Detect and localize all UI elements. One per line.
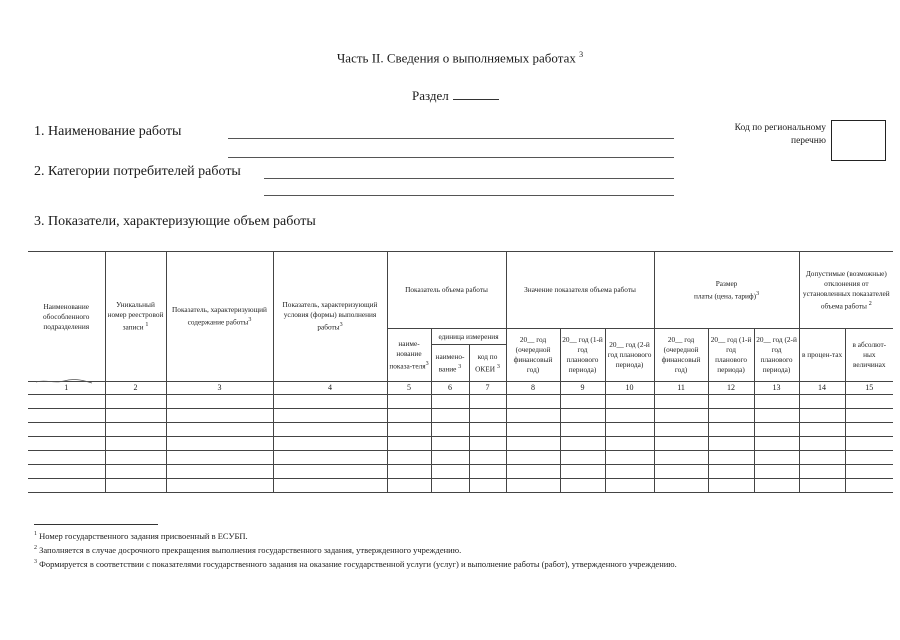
column-number: 14 [799, 382, 845, 395]
table-cell[interactable] [431, 437, 469, 451]
table-cell[interactable] [105, 423, 166, 437]
table-row [28, 409, 893, 423]
header-in-percent: в процен-тах [799, 329, 845, 382]
table-cell[interactable] [654, 423, 708, 437]
header-unit: единица измерения [431, 329, 506, 345]
table-cell[interactable] [708, 409, 754, 423]
header-volume-value: Значение показателя объема работы [506, 252, 654, 329]
table-cell[interactable] [105, 409, 166, 423]
column-number: 4 [273, 382, 387, 395]
table-cell[interactable] [654, 451, 708, 465]
header-year-plan1: 20__ год (1-й год планового периода) [560, 329, 605, 382]
table-cell[interactable] [605, 437, 654, 451]
part-title: Часть II. Сведения о выполняемых работах $^3$ [336, 50, 584, 66]
table-cell[interactable] [845, 465, 893, 479]
header-registry-number: Уникальный номер реестровой записи $^1$ [105, 252, 166, 382]
table-cell[interactable] [273, 479, 387, 493]
table-cell[interactable] [560, 423, 605, 437]
table-cell[interactable] [754, 409, 799, 423]
table-cell[interactable] [754, 423, 799, 437]
header-unit-name: наимено-вание $^3$ [431, 345, 469, 382]
table-cell[interactable] [431, 409, 469, 423]
table-cell[interactable] [166, 479, 273, 493]
table-cell[interactable] [166, 409, 273, 423]
header-in-absolute: в абсолют-ных величинах [845, 329, 893, 382]
table-cell[interactable] [469, 451, 506, 465]
table-cell[interactable] [387, 437, 431, 451]
table-cell[interactable] [387, 409, 431, 423]
table-cell[interactable] [654, 409, 708, 423]
table-cell[interactable] [605, 395, 654, 409]
table-cell[interactable] [708, 465, 754, 479]
table-cell[interactable] [799, 409, 845, 423]
footnotes [34, 528, 677, 569]
table-cell[interactable] [273, 465, 387, 479]
volume-indicators-table [28, 251, 893, 493]
column-number: 6 [431, 382, 469, 395]
table-cell[interactable] [506, 409, 560, 423]
table-cell[interactable] [560, 451, 605, 465]
table-cell[interactable] [799, 437, 845, 451]
table-row [28, 437, 893, 451]
table-cell[interactable] [708, 437, 754, 451]
table-cell[interactable] [506, 423, 560, 437]
work-name-line[interactable] [228, 138, 674, 139]
table-cell[interactable] [799, 423, 845, 437]
header-fee-year-current: 20__ год (очередной финансовый год) [654, 329, 708, 382]
table-cell[interactable] [845, 479, 893, 493]
table-cell[interactable] [166, 465, 273, 479]
header-volume-indicator: Показатель объема работы [387, 252, 506, 329]
table-cell[interactable] [560, 465, 605, 479]
table-cell[interactable] [605, 409, 654, 423]
footnote-separator [34, 524, 158, 525]
consumer-categories-line-2[interactable] [264, 195, 674, 196]
table-cell[interactable] [273, 409, 387, 423]
table-cell[interactable] [605, 451, 654, 465]
table-cell[interactable] [273, 451, 387, 465]
table-cell[interactable] [431, 395, 469, 409]
table-cell[interactable] [605, 423, 654, 437]
table-cell[interactable] [560, 479, 605, 493]
table-cell[interactable] [28, 451, 105, 465]
table-cell[interactable] [754, 479, 799, 493]
column-number: 7 [469, 382, 506, 395]
table-cell[interactable] [845, 409, 893, 423]
table-cell[interactable] [387, 451, 431, 465]
table-row [28, 451, 893, 465]
column-number: 15 [845, 382, 893, 395]
header-fee-year-plan1: 20__ год (1-й год планового периода) [708, 329, 754, 382]
column-number: 13 [754, 382, 799, 395]
table-cell[interactable] [708, 423, 754, 437]
header-year-current: 20__ год (очередной финансовый год) [506, 329, 560, 382]
work-name-label: 1. Наименование работы [34, 124, 182, 139]
table-cell[interactable] [28, 465, 105, 479]
table-cell[interactable] [28, 479, 105, 493]
table-cell[interactable] [605, 479, 654, 493]
table-cell[interactable] [654, 437, 708, 451]
header-deviations: Допустимые (возможные) отклонения от установленных показателей объема работы $^2$ [799, 252, 893, 329]
table-cell[interactable] [799, 395, 845, 409]
table-cell[interactable] [654, 395, 708, 409]
column-number: 12 [708, 382, 754, 395]
table-cell[interactable] [469, 465, 506, 479]
table-cell[interactable] [469, 395, 506, 409]
footnote-3: $^3$ Формируется в соответствии с показателями государственного задания на оказание государственной услуги (услуг) и выполнение работы (работ), утвержденного учреждению. [34, 558, 677, 569]
column-number: 1 [28, 382, 105, 395]
footnote-2: $^2$ Заполняется в случае досрочного прекращения выполнения государственного задания, утвержденного учреждению. [34, 544, 462, 555]
table-body [28, 395, 893, 493]
table-cell[interactable] [506, 395, 560, 409]
table-cell[interactable] [431, 451, 469, 465]
footnote-1: $^1$ Номер государственного задания присвоенный в ЕСУБП. [34, 530, 248, 541]
consumer-categories-line[interactable] [264, 178, 674, 179]
table-row [28, 465, 893, 479]
header-fee-size: Размер платы (цена, тариф)$^3$ [654, 252, 799, 329]
table-cell[interactable] [845, 451, 893, 465]
table-cell[interactable] [799, 451, 845, 465]
table-cell[interactable] [506, 465, 560, 479]
table-cell[interactable] [754, 395, 799, 409]
table-cell[interactable] [387, 395, 431, 409]
table-row [28, 395, 893, 409]
header-conditions-indicator: Показатель, характеризующий условия (формы) выполнения работы$^3$ [273, 252, 387, 382]
header-subdivision: Наименование обособленного подразделения [28, 252, 105, 382]
table-cell[interactable] [560, 395, 605, 409]
table-cell[interactable] [654, 465, 708, 479]
section-number-blank[interactable] [453, 99, 499, 100]
region-code-box[interactable] [831, 120, 886, 161]
header-okei-code: код по ОКЕИ $^3$ [469, 345, 506, 382]
table-cell[interactable] [273, 423, 387, 437]
table-cell[interactable] [273, 437, 387, 451]
table-cell[interactable] [754, 451, 799, 465]
table-cell[interactable] [273, 395, 387, 409]
table-cell[interactable] [28, 437, 105, 451]
table-cell[interactable] [431, 465, 469, 479]
work-name-line-2[interactable] [228, 157, 674, 158]
table-cell[interactable] [105, 465, 166, 479]
table-cell[interactable] [799, 479, 845, 493]
table-cell[interactable] [431, 479, 469, 493]
table-cell[interactable] [754, 437, 799, 451]
table-cell[interactable] [166, 395, 273, 409]
table-cell[interactable] [506, 437, 560, 451]
table-cell[interactable] [469, 423, 506, 437]
table-cell[interactable] [105, 437, 166, 451]
table-cell[interactable] [506, 479, 560, 493]
table-cell[interactable] [387, 465, 431, 479]
table-cell[interactable] [166, 451, 273, 465]
table-cell[interactable] [560, 409, 605, 423]
table-cell[interactable] [469, 409, 506, 423]
column-number: 9 [560, 382, 605, 395]
table-cell[interactable] [469, 479, 506, 493]
column-number: 2 [105, 382, 166, 395]
table-cell[interactable] [708, 395, 754, 409]
table-cell[interactable] [387, 423, 431, 437]
table-cell[interactable] [560, 437, 605, 451]
table-cell[interactable] [28, 395, 105, 409]
table-cell[interactable] [506, 451, 560, 465]
table-cell[interactable] [754, 465, 799, 479]
table-cell[interactable] [708, 451, 754, 465]
table-cell[interactable] [708, 479, 754, 493]
table-cell[interactable] [654, 479, 708, 493]
header-year-plan2: 20__ год (2-й год планового периода) [605, 329, 654, 382]
consumer-categories-label: 2. Категории потребителей работы [34, 164, 241, 179]
volume-indicators-label: 3. Показатели, характеризующие объем работы [34, 214, 316, 229]
table-cell[interactable] [166, 437, 273, 451]
table-row [28, 423, 893, 437]
header-indicator-name: наиме-нование показа-теля$^3$ [387, 329, 431, 382]
table-cell[interactable] [605, 465, 654, 479]
table-cell[interactable] [28, 423, 105, 437]
header-content-indicator: Показатель, характеризующий содержание работы$^3$ [166, 252, 273, 382]
header-fee-year-plan2: 20__ год (2-й год планового периода) [754, 329, 799, 382]
table-cell[interactable] [387, 479, 431, 493]
table-cell[interactable] [469, 437, 506, 451]
column-number: 8 [506, 382, 560, 395]
section-label: Раздел [412, 88, 499, 104]
column-number: 11 [654, 382, 708, 395]
column-number: 10 [605, 382, 654, 395]
table-cell[interactable] [799, 465, 845, 479]
table-cell[interactable] [105, 395, 166, 409]
column-number-row [28, 382, 893, 395]
table-cell[interactable] [845, 437, 893, 451]
table-cell[interactable] [105, 479, 166, 493]
table-cell[interactable] [166, 423, 273, 437]
handwritten-mark [34, 376, 94, 386]
table-cell[interactable] [28, 409, 105, 423]
column-number: 5 [387, 382, 431, 395]
column-number: 3 [166, 382, 273, 395]
table-cell[interactable] [845, 395, 893, 409]
region-code-label: Код по региональному перечню [734, 123, 826, 146]
table-cell[interactable] [431, 423, 469, 437]
table-cell[interactable] [845, 423, 893, 437]
table-cell[interactable] [105, 451, 166, 465]
table-row [28, 479, 893, 493]
